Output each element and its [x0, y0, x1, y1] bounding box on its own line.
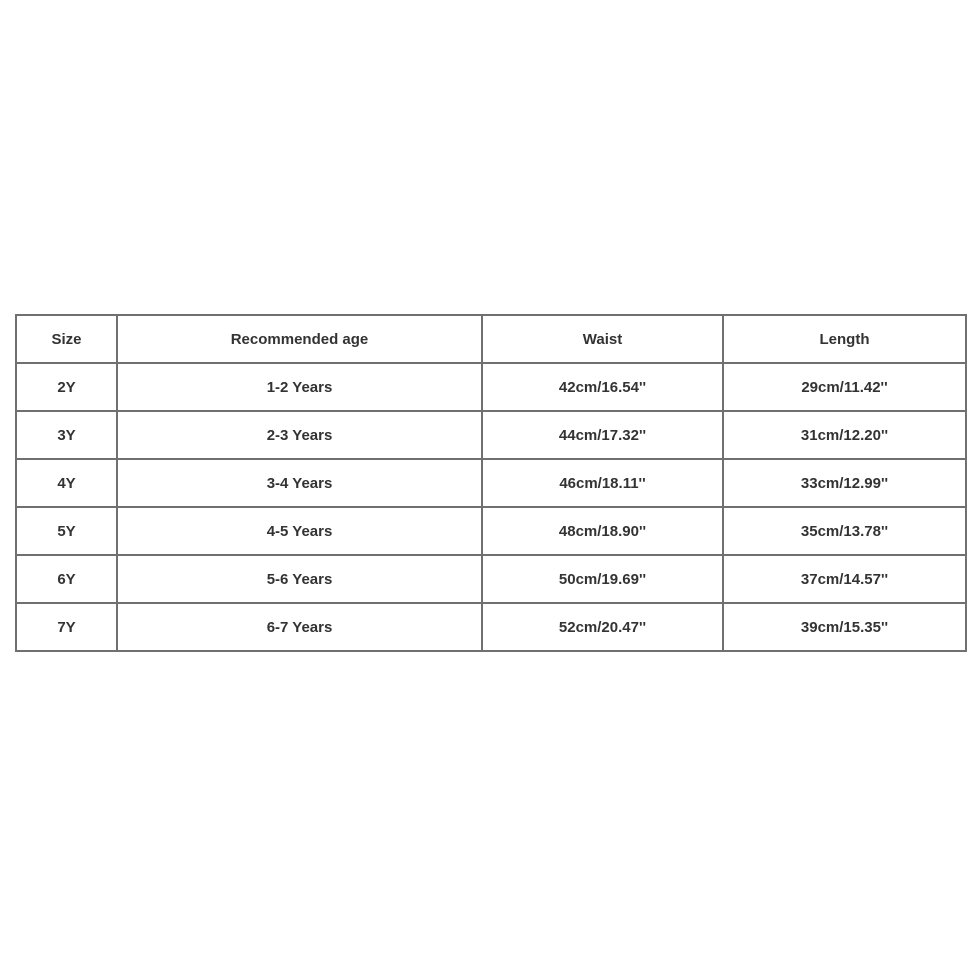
cell-length: 31cm/12.20'' — [723, 411, 966, 459]
cell-length: 33cm/12.99'' — [723, 459, 966, 507]
table-row — [16, 363, 966, 411]
cell-length: 37cm/14.57'' — [723, 555, 966, 603]
cell-waist: 42cm/16.54'' — [482, 363, 723, 411]
cell-waist: 44cm/17.32'' — [482, 411, 723, 459]
cell-waist: 48cm/18.90'' — [482, 507, 723, 555]
cell-recommended-age: 5-6 Years — [117, 555, 482, 603]
cell-length: 39cm/15.35'' — [723, 603, 966, 651]
cell-length: 35cm/13.78'' — [723, 507, 966, 555]
size-chart-table — [15, 314, 967, 652]
header-size: Size — [16, 315, 117, 363]
cell-recommended-age: 2-3 Years — [117, 411, 482, 459]
table-row — [16, 459, 966, 507]
cell-length: 29cm/11.42'' — [723, 363, 966, 411]
cell-size: 5Y — [16, 507, 117, 555]
header-recommended-age: Recommended age — [117, 315, 482, 363]
cell-size: 7Y — [16, 603, 117, 651]
table-row — [16, 603, 966, 651]
cell-size: 4Y — [16, 459, 117, 507]
cell-size: 6Y — [16, 555, 117, 603]
cell-recommended-age: 6-7 Years — [117, 603, 482, 651]
table-row — [16, 555, 966, 603]
table-row — [16, 507, 966, 555]
header-length: Length — [723, 315, 966, 363]
cell-waist: 50cm/19.69'' — [482, 555, 723, 603]
cell-recommended-age: 3-4 Years — [117, 459, 482, 507]
table-row — [16, 411, 966, 459]
cell-recommended-age: 1-2 Years — [117, 363, 482, 411]
cell-size: 3Y — [16, 411, 117, 459]
cell-size: 2Y — [16, 363, 117, 411]
header-waist: Waist — [482, 315, 723, 363]
table-header-row — [16, 315, 966, 363]
cell-waist: 52cm/20.47'' — [482, 603, 723, 651]
cell-recommended-age: 4-5 Years — [117, 507, 482, 555]
cell-waist: 46cm/18.11'' — [482, 459, 723, 507]
